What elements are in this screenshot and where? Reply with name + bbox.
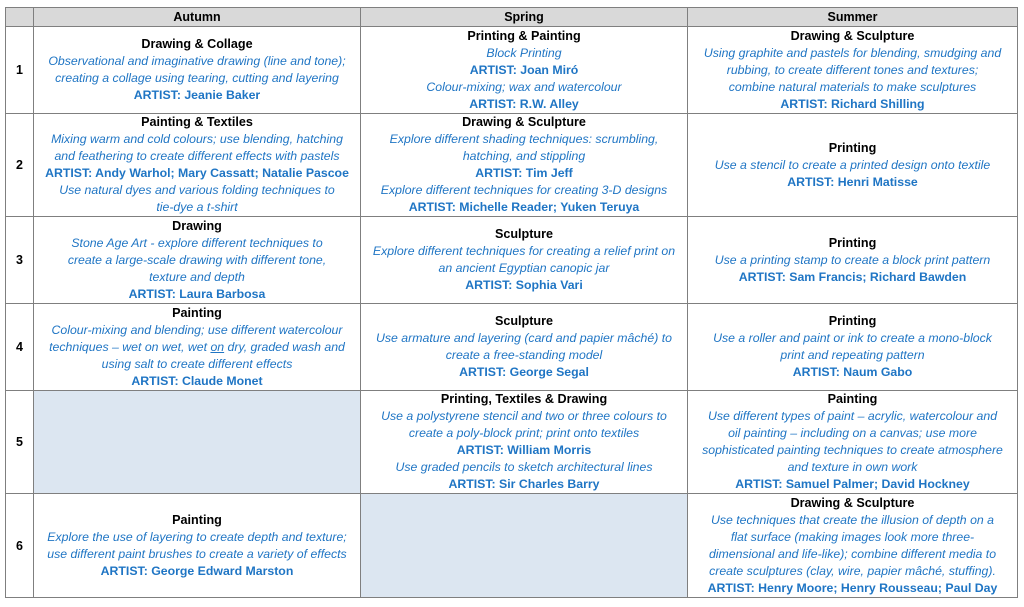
description-line: Explore different techniques for creating 3-D designs: [380, 183, 668, 197]
row-number: 5: [6, 391, 34, 494]
header-spring: Spring: [361, 8, 688, 27]
artist-line: ARTIST: Joan Miró: [469, 62, 579, 77]
description-line: Use graded pencils to sketch architectural lines: [395, 460, 653, 474]
description-line: create sculptures (clay, wire, papier mâché, stuffing).: [709, 563, 996, 578]
cell-title: Painting & Textiles: [141, 115, 253, 129]
description-line: using salt to create different effects: [101, 356, 293, 371]
row-number: 3: [6, 217, 34, 304]
cell-title: Printing, Textiles & Drawing: [440, 392, 608, 406]
description-line: texture and depth: [149, 269, 245, 284]
description-line: Use a roller and paint or ink to create a mono-block: [713, 331, 992, 345]
table-row: [6, 391, 1018, 494]
artist-line: ARTIST: George Segal: [459, 365, 589, 379]
cell-spring: [361, 27, 688, 114]
artist-line: ARTIST: Samuel Palmer; David Hockney: [735, 477, 970, 491]
cell-title: Painting: [172, 305, 222, 320]
cell-summer: [688, 304, 1018, 391]
row-number: 2: [6, 114, 34, 217]
row-number: 4: [6, 304, 34, 391]
cell-autumn: [34, 114, 361, 217]
description-line: Block Printing: [486, 45, 562, 60]
description-line: use different paint brushes to create a variety of effects: [47, 546, 347, 561]
table-row: [6, 114, 1018, 217]
cell-summer: [688, 391, 1018, 494]
artist-line: ARTIST: George Edward Marston: [100, 563, 294, 578]
description-line: sophisticated painting techniques to create atmosphere: [702, 443, 1003, 457]
description-line: Explore different shading techniques: scrumbling,: [389, 132, 659, 146]
description-line: create a poly-block print; print onto textiles: [408, 426, 640, 440]
description-line: Use a printing stamp to create a block print pattern: [714, 252, 991, 267]
cell-summer: [688, 114, 1018, 217]
artist-line: ARTIST: Sir Charles Barry: [448, 477, 600, 491]
description-line: Explore different techniques for creating a relief print on: [372, 244, 676, 258]
description-line: Colour-mixing and blending; use different watercolour: [51, 322, 343, 337]
description-line: Use a stencil to create a printed design onto textile: [714, 157, 991, 172]
cell-title: Drawing & Sculpture: [790, 28, 915, 43]
description-line: Stone Age Art - explore different techniques to: [71, 235, 323, 250]
artist-line: ARTIST: Andy Warhol; Mary Cassatt; Natalie Pascoe: [45, 166, 349, 180]
cell-title: Drawing & Collage: [141, 37, 253, 51]
header-corner: [6, 8, 34, 27]
cell-title: Painting: [827, 392, 878, 406]
cell-spring: [361, 217, 688, 304]
description-line: print and repeating pattern: [780, 348, 925, 362]
description-line: rubbing, to create different tones and textures;: [726, 62, 979, 77]
description-line: flat surface (making images look more three-: [730, 529, 975, 544]
table-row: [6, 217, 1018, 304]
cell-title: Sculpture: [494, 227, 554, 241]
artist-line: ARTIST: Sophia Vari: [465, 278, 583, 292]
description-line: and texture in own work: [787, 460, 918, 474]
cell-title: Drawing & Sculpture: [462, 115, 586, 129]
cell-summer: [688, 27, 1018, 114]
cell-summer: [688, 494, 1018, 598]
cell-spring: [361, 304, 688, 391]
artist-line: ARTIST: Laura Barbosa: [128, 286, 266, 301]
artist-line: ARTIST: Henri Matisse: [787, 174, 918, 189]
artist-line: ARTIST: Jeanie Baker: [133, 88, 261, 102]
description-line: Use different types of paint – acrylic, watercolour and: [707, 409, 998, 423]
description-line: Observational and imaginative drawing (line and tone);: [48, 54, 346, 68]
empty-cell-autumn: [34, 391, 361, 494]
table-row: [6, 304, 1018, 391]
description-line: creating a collage using tearing, cutting and layering: [55, 71, 339, 85]
row-number: 6: [6, 494, 34, 598]
description-line: an ancient Egyptian canopic jar: [438, 261, 610, 275]
cell-spring: [361, 391, 688, 494]
header-summer: Summer: [688, 8, 1018, 27]
header-row: [6, 8, 1018, 27]
cell-title: Printing: [828, 314, 877, 328]
cell-title: Printing: [828, 235, 877, 250]
cell-title: Printing & Painting: [467, 28, 581, 43]
artist-line: ARTIST: Michelle Reader; Yuken Teruya: [408, 200, 640, 214]
description-line: Colour-mixing; wax and watercolour: [426, 79, 622, 94]
description-line: create a large-scale drawing with different tone,: [67, 252, 327, 267]
description-line: Use techniques that create the illusion of depth on a: [710, 512, 994, 527]
artist-line: ARTIST: Richard Shilling: [780, 96, 925, 111]
empty-cell-spring: [361, 494, 688, 598]
description-line: tie-dye a t-shirt: [156, 200, 238, 214]
header-autumn: Autumn: [34, 8, 361, 27]
cell-spring: [361, 114, 688, 217]
description-line: hatching, and stippling: [462, 149, 586, 163]
cell-summer: [688, 217, 1018, 304]
cell-autumn: [34, 304, 361, 391]
table-row: [6, 27, 1018, 114]
curriculum-table: [5, 7, 1018, 598]
cell-title: Printing: [828, 140, 877, 155]
description-line: Using graphite and pastels for blending, smudging and: [703, 45, 1002, 60]
artist-line: ARTIST: Henry Moore; Henry Rousseau; Paul Day: [707, 580, 998, 595]
artist-line: ARTIST: Naum Gabo: [792, 365, 913, 379]
description-line: dimensional and life-like); combine different media to: [708, 546, 997, 561]
artist-line: ARTIST: Claude Monet: [131, 373, 263, 388]
description-line: Mixing warm and cold colours; use blending, hatching: [51, 132, 343, 146]
description-line: Use natural dyes and various folding techniques to: [59, 183, 335, 197]
description-line: Explore the use of layering to create depth and texture;: [47, 529, 347, 544]
artist-line: ARTIST: R.W. Alley: [469, 96, 579, 111]
cell-title: Drawing & Sculpture: [790, 495, 915, 510]
description-line: Use a polystyrene stencil and two or three colours to: [381, 409, 667, 423]
description-line: techniques – wet on wet, wet on dry, graded wash and: [49, 339, 345, 354]
description-line: oil painting – including on a canvas; use more: [728, 426, 977, 440]
description-line: Use armature and layering (card and papier mâché) to: [376, 331, 672, 345]
description-line: create a free-standing model: [445, 348, 603, 362]
artist-line: ARTIST: Tim Jeff: [475, 166, 573, 180]
cell-title: Painting: [172, 512, 222, 527]
table-row: [6, 494, 1018, 598]
cell-autumn: [34, 217, 361, 304]
artist-line: ARTIST: William Morris: [456, 443, 592, 457]
cell-autumn: [34, 27, 361, 114]
artist-line: ARTIST: Sam Francis; Richard Bawden: [738, 269, 967, 284]
row-number: 1: [6, 27, 34, 114]
cell-title: Drawing: [172, 218, 222, 233]
cell-title: Sculpture: [494, 314, 554, 328]
description-line: and feathering to create different effects with pastels: [54, 149, 340, 163]
description-line: combine natural materials to make sculptures: [728, 79, 977, 94]
cell-autumn: [34, 494, 361, 598]
